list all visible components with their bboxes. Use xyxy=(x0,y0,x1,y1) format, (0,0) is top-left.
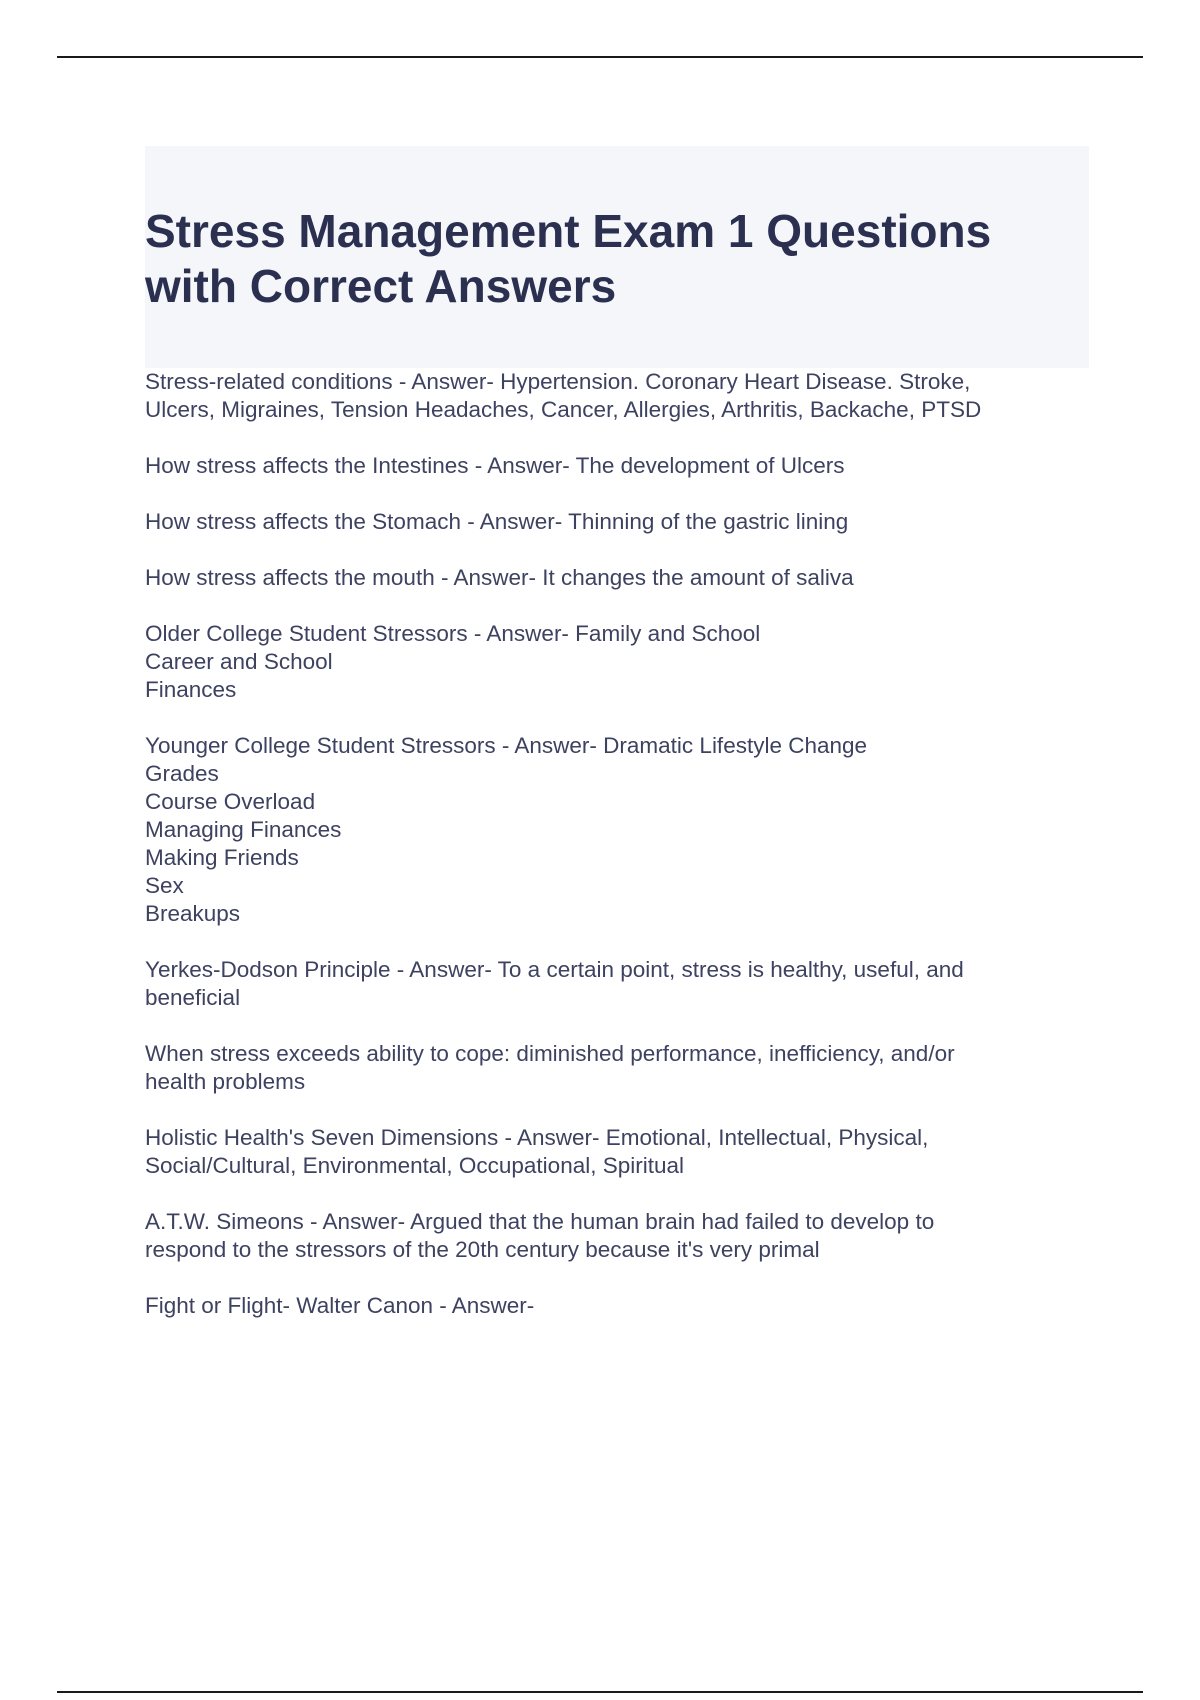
qa-item xyxy=(145,956,1090,1012)
qa-item xyxy=(145,1124,1090,1180)
qa-line: Fight or Flight- Walter Canon - Answer- xyxy=(145,1293,535,1318)
qa-line: Finances xyxy=(145,677,237,702)
top-rule xyxy=(57,56,1143,58)
qa-line: Holistic Health's Seven Dimensions - Answer- Emotional, Intellectual, Physical, xyxy=(145,1125,929,1150)
qa-line: How stress affects the Intestines - Answer- The development of Ulcers xyxy=(145,453,845,478)
qa-line: A.T.W. Simeons - Answer- Argued that the human brain had failed to develop to xyxy=(145,1209,935,1234)
qa-item xyxy=(145,452,1090,480)
qa-line: Making Friends xyxy=(145,845,299,870)
qa-line: beneficial xyxy=(145,985,241,1010)
qa-line: Younger College Student Stressors - Answer- Dramatic Lifestyle Change xyxy=(145,733,868,758)
qa-line: Yerkes-Dodson Principle - Answer- To a certain point, stress is healthy, useful, and xyxy=(145,957,964,982)
qa-line: Social/Cultural, Environmental, Occupational, Spiritual xyxy=(145,1153,685,1178)
qa-line: Career and School xyxy=(145,649,333,674)
qa-line: health problems xyxy=(145,1069,306,1094)
qa-line: Breakups xyxy=(145,901,241,926)
qa-line: respond to the stressors of the 20th century because it's very primal xyxy=(145,1237,820,1262)
qa-line: How stress affects the Stomach - Answer- Thinning of the gastric lining xyxy=(145,509,849,534)
qa-item xyxy=(145,620,1090,704)
bottom-rule xyxy=(57,1691,1143,1693)
qa-line: Sex xyxy=(145,873,184,898)
qa-line: How stress affects the mouth - Answer- It changes the amount of saliva xyxy=(145,565,854,590)
qa-item xyxy=(145,1040,1090,1096)
qa-line: Managing Finances xyxy=(145,817,342,842)
qa-item xyxy=(145,732,1090,928)
qa-item xyxy=(145,508,1090,536)
qa-line: Older College Student Stressors - Answer- Family and School xyxy=(145,621,761,646)
qa-item xyxy=(145,1292,1090,1320)
qa-list xyxy=(145,368,1090,1348)
qa-line: Stress-related conditions - Answer- Hypertension. Coronary Heart Disease. Stroke, xyxy=(145,369,971,394)
qa-line: Ulcers, Migraines, Tension Headaches, Cancer, Allergies, Arthritis, Backache, PTSD xyxy=(145,397,982,422)
qa-line: Course Overload xyxy=(145,789,316,814)
title-block xyxy=(145,146,1089,368)
qa-item xyxy=(145,368,1090,424)
qa-line: Grades xyxy=(145,761,219,786)
page-title: Stress Management Exam 1 Questions with Correct Answers xyxy=(145,205,992,312)
qa-item xyxy=(145,564,1090,592)
qa-item xyxy=(145,1208,1090,1264)
qa-line: When stress exceeds ability to cope: diminished performance, inefficiency, and/or xyxy=(145,1041,955,1066)
